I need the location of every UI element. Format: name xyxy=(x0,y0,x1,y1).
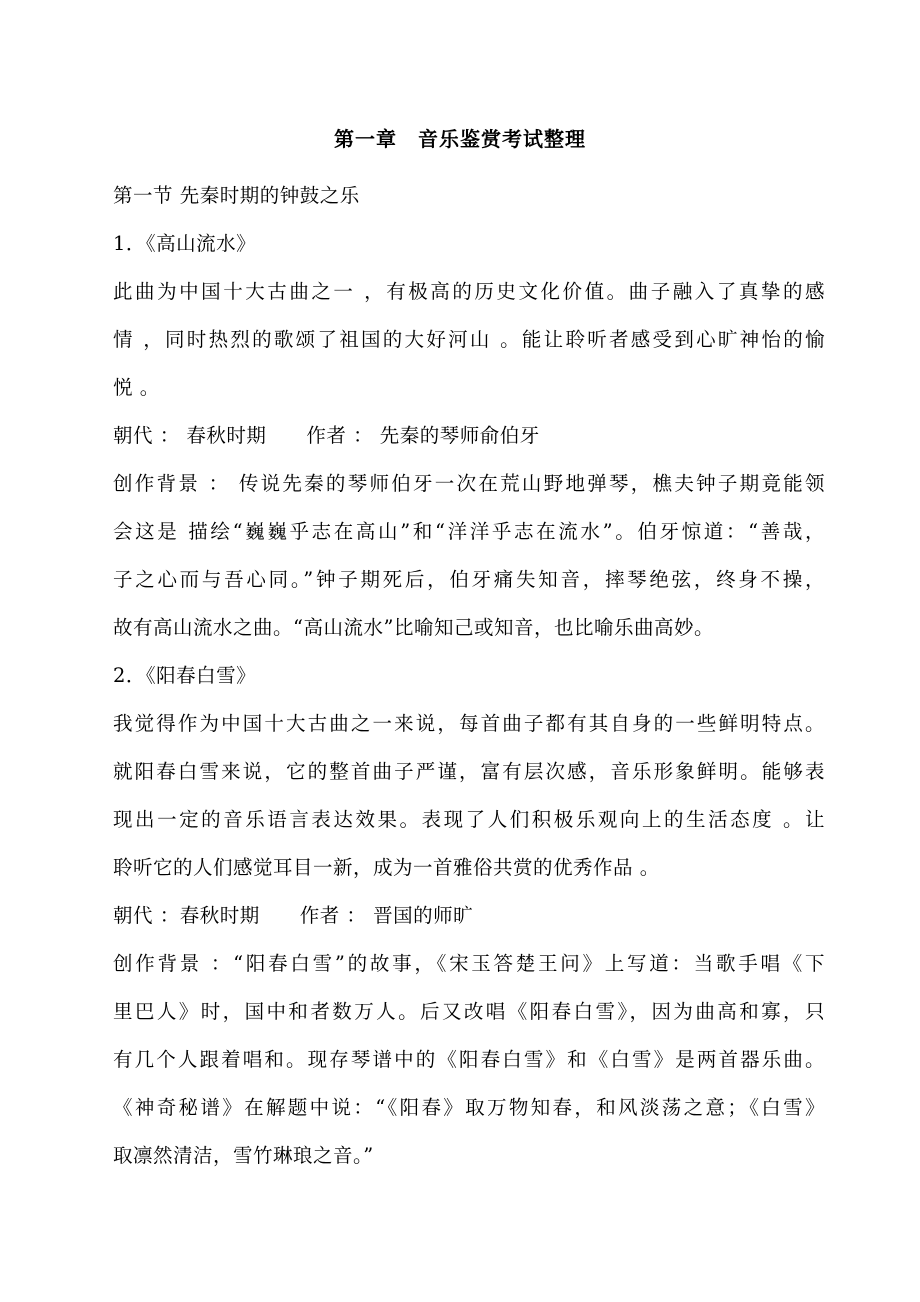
description-line: 此曲为中国十大古曲之一 ，有极高的历史文化价值。曲子融入了真挚的感 xyxy=(113,280,825,303)
meta-line: 朝代 ：春秋时期 作者 ： 晋国的师旷 xyxy=(113,904,474,927)
chapter-title: 第一章 音乐鉴赏考试整理 xyxy=(334,127,586,151)
background-line: 故有高山流水之曲。“高山流水”比喻知己或知音，也比喻乐曲高妙。 xyxy=(113,616,714,639)
background-line: 创作背景 ：“阳春白雪”的故事，《宋玉答楚王问》上写道：当歌手唱《下 xyxy=(113,952,825,975)
background-line: 《神奇秘谱》在解题中说：“《阳春》取万物知春，和风淡荡之意；《白雪》 xyxy=(113,1096,825,1119)
description-line: 现出一定的音乐语言表达效果。表现了人们积极乐观向上的生活态度 。让 xyxy=(113,808,825,831)
description-line: 聆听它的人们感觉耳目一新，成为一首雅俗共赏的优秀作品 。 xyxy=(113,856,660,879)
item-heading: 2．《阳春白雪》 xyxy=(113,664,257,687)
meta-line: 朝代 ： 春秋时期 作者 ： 先秦的琴师俞伯牙 xyxy=(113,424,540,447)
background-line: 创作背景 ： 传说先秦的琴师伯牙一次在荒山野地弹琴，樵夫钟子期竟能领 xyxy=(113,472,825,495)
description-line: 情 ，同时热烈的歌颂了祖国的大好河山 。能让聆听者感受到心旷神怡的愉 xyxy=(113,328,825,351)
item-heading: 1．《高山流水》 xyxy=(113,232,257,255)
background-line: 有几个人跟着唱和。现存琴谱中的《阳春白雪》和《白雪》是两首器乐曲。 xyxy=(113,1048,825,1071)
description-line: 我觉得作为中国十大古曲之一来说，每首曲子都有其自身的一些鲜明特点。 xyxy=(113,712,825,735)
background-line: 会这是 描绘“巍巍乎志在高山”和“洋洋乎志在流水”。伯牙惊道：“善哉， xyxy=(113,520,825,543)
background-line: 子之心而与吾心同。”钟子期死后，伯牙痛失知音，摔琴绝弦，终身不操， xyxy=(113,568,825,591)
background-line: 取凛然清洁，雪竹琳琅之音。” xyxy=(113,1144,374,1167)
section-heading: 第一节 先秦时期的钟鼓之乐 xyxy=(113,184,360,207)
description-line: 就阳春白雪来说，它的整首曲子严谨，富有层次感，音乐形象鲜明。能够表 xyxy=(113,760,825,783)
background-line: 里巴人》时，国中和者数万人。后又改唱《阳春白雪》，因为曲高和寡，只 xyxy=(113,1000,825,1023)
description-line: 悦 。 xyxy=(113,376,160,399)
document-body xyxy=(113,172,825,1180)
